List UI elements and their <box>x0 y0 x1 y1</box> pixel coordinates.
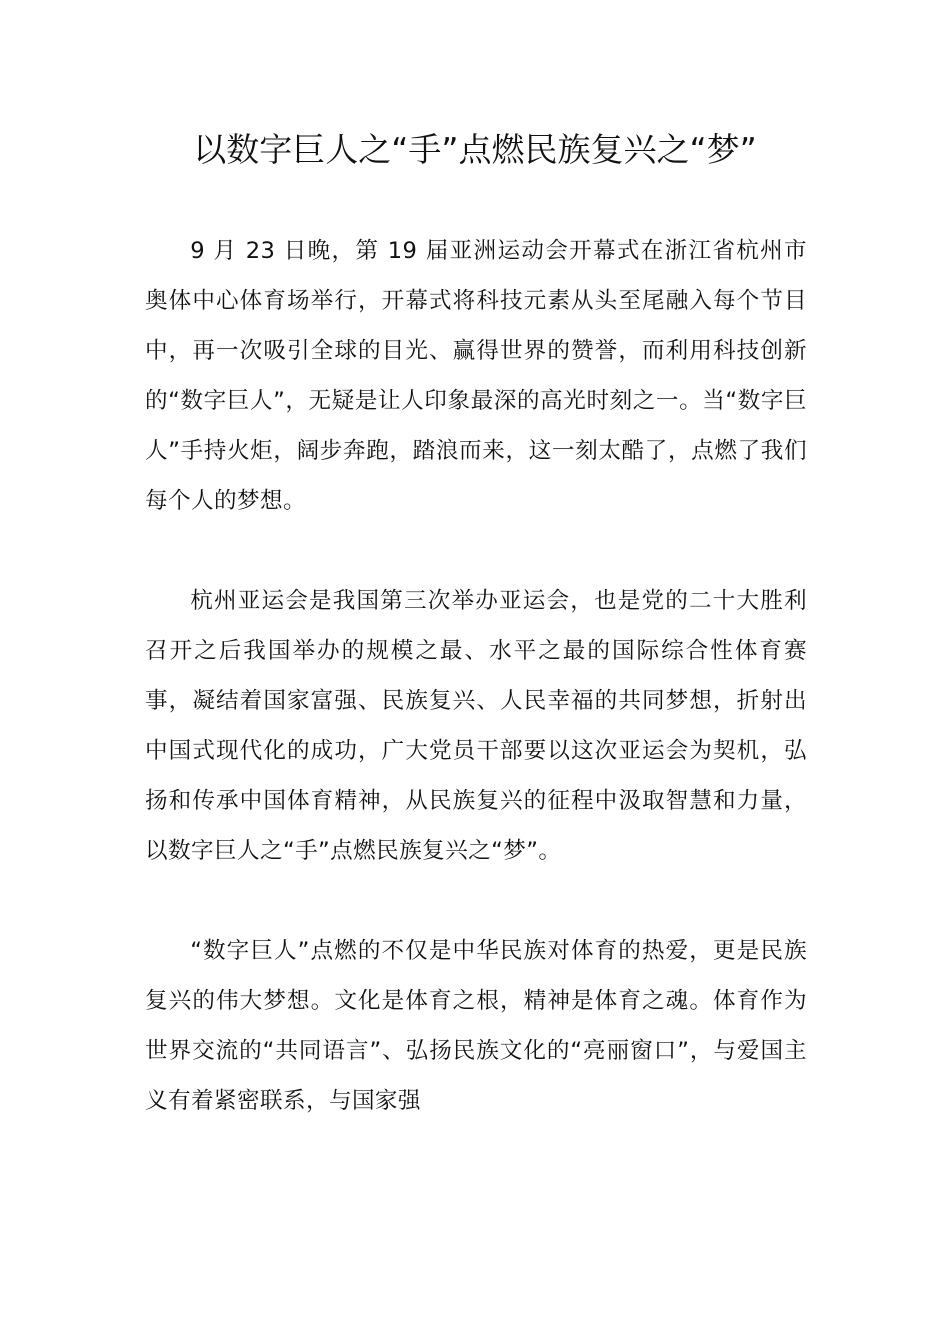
document-title: 以数字巨人之“手”点燃民族复兴之“梦” <box>193 130 757 169</box>
paragraph-2: 杭州亚运会是我国第三次举办亚运会，也是党的二十大胜利召开之后我国举办的规模之最、水平之最的国际综合性体育赛事，凝结着国家富强、民族复兴、人民幸福的共同梦想，折射出中国式现代化的成功，广大党员干部要以这次亚运会为契机，弘扬和传承中国体育精神，从民族复兴的征程中汲取智慧和力量，以数字巨人之“手”点燃民族复兴之“梦”。 <box>145 588 807 864</box>
paragraph-1: 9 月 23 日晚，第 19 届亚洲运动会开幕式在浙江省杭州市奥体中心体育场举行，开幕式将科技元素从头至尾融入每个节目中，再一次吸引全球的目光、赢得世界的赞誉，而利用科技创新的“数字巨人”，无疑是让人印象最深的高光时刻之一。当“数字巨人”手持火炬，阔步奔跑，踏浪而来，这一刻太酷了，点燃了我们每个人的梦想。 <box>145 238 807 514</box>
paragraph-3: “数字巨人”点燃的不仅是中华民族对体育的热爱，更是民族复兴的伟大梦想。文化是体育之根，精神是体育之魂。体育作为世界交流的“共同语言”、弘扬民族文化的“亮丽窗口”，与爱国主义有着紧密联系，与国家强 <box>145 938 807 1114</box>
document-body <box>145 226 807 1176</box>
